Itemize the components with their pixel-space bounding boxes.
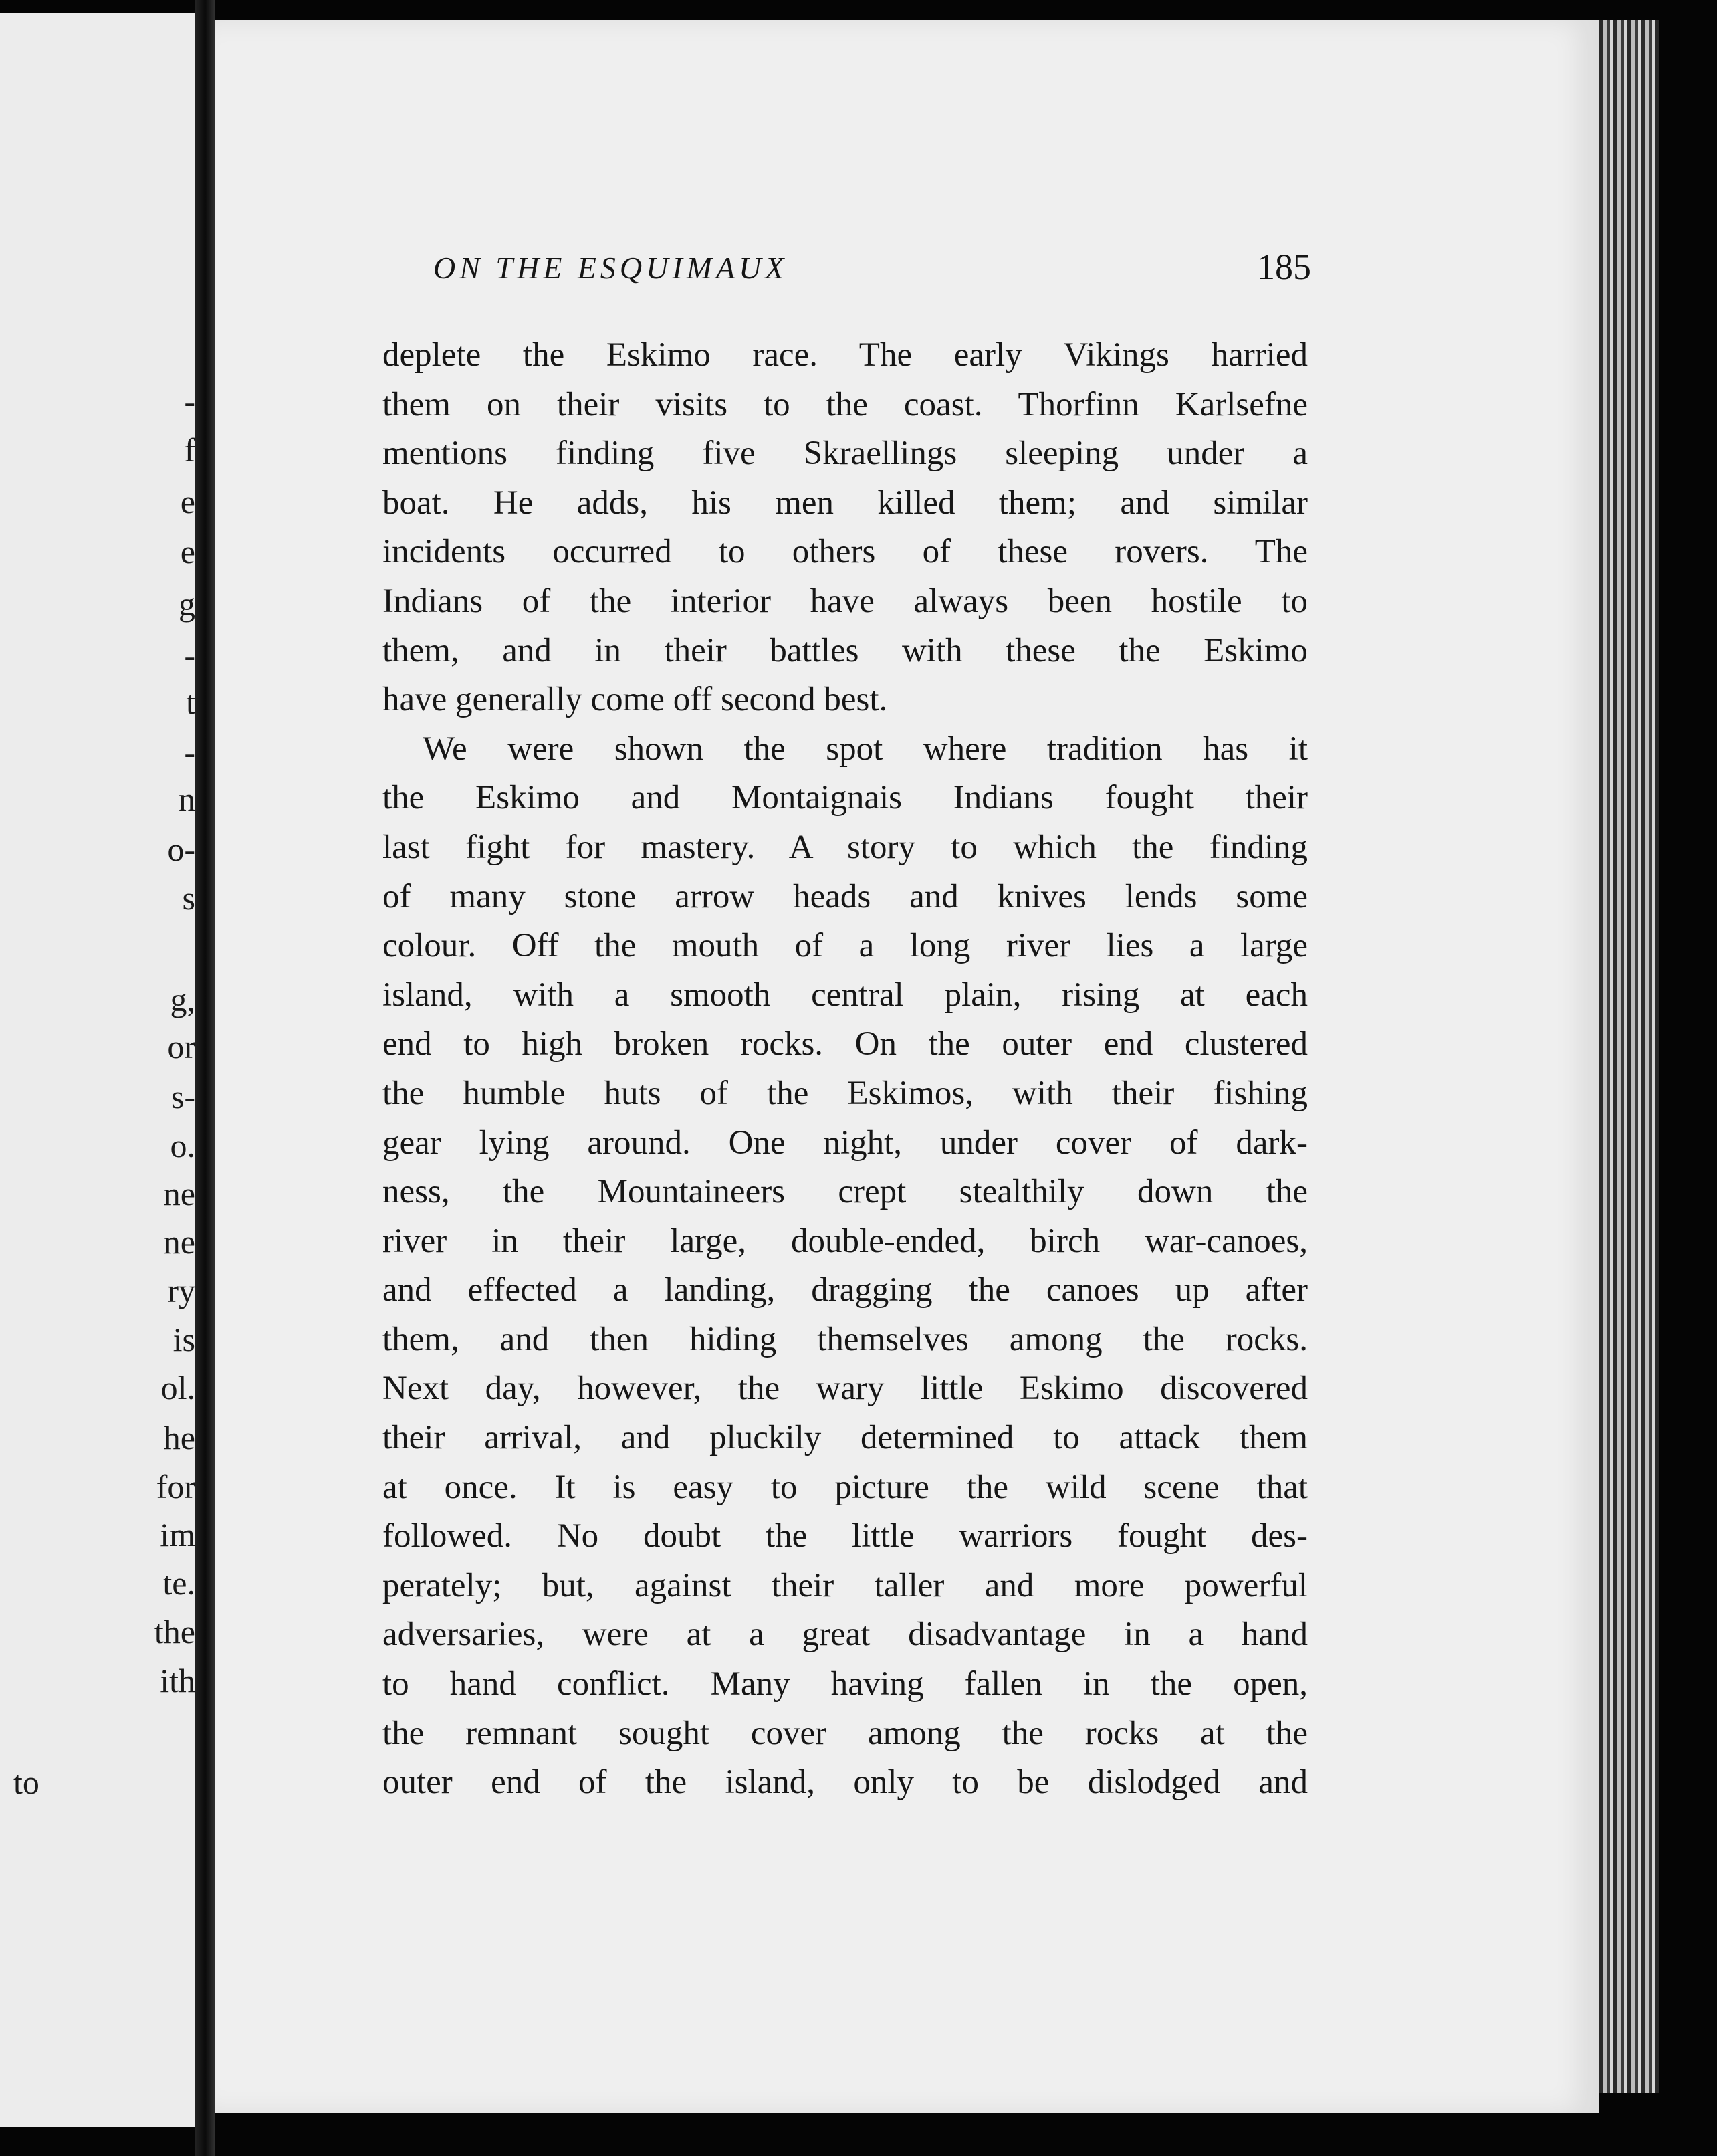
text-line: colour. Off the mouth of a long river lies a large (382, 927, 1308, 965)
text-line: the humble huts of the Eskimos, with their fishing (382, 1074, 1308, 1112)
page-number: 185 (1257, 247, 1311, 287)
text-line: them on their visits to the coast. Thorfinn Karlsefne (382, 385, 1308, 423)
text-line: outer end of the island, only to be dislodged and (382, 1763, 1308, 1802)
text-line: ness, the Mountaineers crept stealthily down the (382, 1173, 1308, 1211)
text-line: We were shown the spot where tradition has it (423, 730, 1308, 768)
left-fragment: ith (160, 1662, 195, 1699)
left-fragment: ry (167, 1272, 195, 1309)
text-line: them, and in their battles with these the Eskimo (382, 631, 1308, 669)
text-line: Next day, however, the wary little Eskimo discovered (382, 1370, 1308, 1408)
left-fragment: he (163, 1419, 195, 1457)
text-line: Indians of the interior have always been hostile to (382, 582, 1308, 620)
text-line: incidents occurred to others of these rovers. The (382, 533, 1308, 571)
text-line: mentions finding five Skraellings sleeping under a (382, 435, 1308, 473)
text-line: deplete the Eskimo race. The early Vikings harried (382, 336, 1308, 374)
text-line: island, with a smooth central plain, rising at each (382, 976, 1308, 1014)
left-fragment: - (184, 637, 195, 674)
text-line: end to high broken rocks. On the outer end clustered (382, 1025, 1308, 1063)
text-line: have generally come off second best. (382, 681, 888, 719)
running-title: ON THE ESQUIMAUX (433, 251, 788, 285)
text-line: perately; but, against their taller and more powerful (382, 1566, 1308, 1604)
book-gutter (195, 0, 215, 2156)
left-fragment: g, (170, 981, 195, 1018)
left-fragment: o- (167, 831, 195, 868)
text-line: the remnant sought cover among the rocks at the (382, 1714, 1308, 1752)
text-line: them, and then hiding themselves among the rocks. (382, 1320, 1308, 1358)
body-text (382, 331, 1308, 1808)
left-fragment: f (184, 431, 195, 469)
left-fragment: - (184, 383, 195, 420)
left-fragment: - (184, 734, 195, 771)
text-line: gear lying around. One night, under cover of dark- (382, 1123, 1308, 1162)
left-fragment: e (180, 533, 195, 570)
text-line: the Eskimo and Montaignais Indians fought their (382, 779, 1308, 817)
text-line: to hand conflict. Many having fallen in the open, (382, 1665, 1308, 1703)
left-fragment: g (179, 585, 195, 623)
left-fragment: for (156, 1468, 195, 1505)
left-fragment: s (182, 879, 195, 917)
text-line: last fight for mastery. A story to which the finding (382, 828, 1308, 866)
left-fragment: or (167, 1028, 195, 1065)
left-fragment: ne (163, 1175, 195, 1212)
text-line: river in their large, double-ended, birch war-canoes, (382, 1222, 1308, 1260)
page-header (433, 239, 1316, 293)
text-line: of many stone arrow heads and knives lends some (382, 877, 1308, 915)
left-fragment: to (13, 1763, 39, 1801)
left-fragment: n (179, 780, 195, 818)
text-line: followed. No doubt the little warriors fought des- (382, 1517, 1308, 1555)
left-fragment: the (154, 1613, 195, 1650)
left-fragment: s- (170, 1078, 195, 1115)
left-fragment: ne (163, 1223, 195, 1261)
left-fragment: is (173, 1321, 195, 1358)
text-line: their arrival, and pluckily determined to attack them (382, 1419, 1308, 1457)
page-edges (1599, 20, 1659, 2093)
left-fragment: o. (170, 1127, 195, 1164)
left-fragment: te. (162, 1564, 195, 1602)
text-line: at once. It is easy to picture the wild scene that (382, 1468, 1308, 1506)
text-line: adversaries, were at a great disadvantage in a hand (382, 1616, 1308, 1654)
text-line: and effected a landing, dragging the canoes up after (382, 1271, 1308, 1309)
previous-page (0, 13, 195, 2127)
left-fragment: im (160, 1516, 195, 1553)
text-line: boat. He adds, his men killed them; and similar (382, 483, 1308, 522)
left-fragment: e (180, 483, 195, 520)
left-fragment: t (186, 683, 195, 721)
left-fragment: ol. (160, 1369, 195, 1406)
